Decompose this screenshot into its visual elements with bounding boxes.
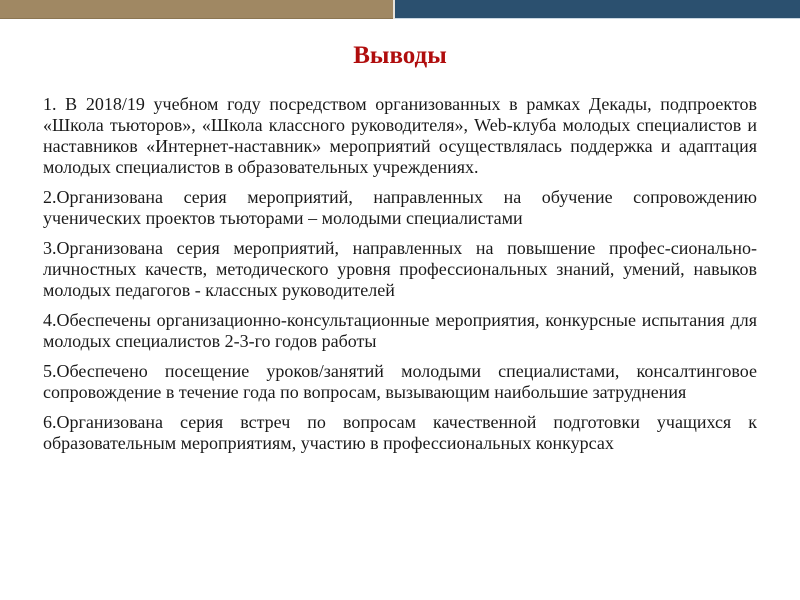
conclusions-list [43,94,757,463]
slide-title: Выводы [353,42,447,69]
conclusion-item-5: 5.Обеспечено посещение уроков/занятий молодыми специалистами, консалтинговое сопровождение в течение года по вопросам, вызывающим наибольшие затруднения [43,361,757,402]
header-decorative-bar [0,0,800,19]
conclusion-item-4: 4.Обеспечены организационно-консультационные мероприятия, конкурсные испытания для молодых специалистов 2-3-го годов работы [43,310,757,351]
conclusion-item-6: 6.Организована серия встреч по вопросам качественной подготовки учащихся к образовательным мероприятиям, участию в профессиональных конкурсах [43,412,757,453]
conclusion-item-2: 2.Организована серия мероприятий, направленных на обучение сопровождению ученических проектов тьюторами – молодыми специалистами [43,187,757,228]
header-bar-navy-segment [395,0,800,19]
conclusion-item-3: 3.Организована серия мероприятий, направленных на повышение профес-сионально-личностных качеств, методического уровня профессиональных знаний, умений, навыков молодых педагогов - классных руководителей [43,238,757,300]
header-bar-tan-segment [0,0,393,19]
conclusion-item-1: 1. В 2018/19 учебном году посредством организованных в рамках Декады, подпроектов «Школа тьюторов», «Школа классного руководителя», Web-клуба молодых специалистов и наставников «Интернет-наставник» мероприятий осуществлялась поддержка и адаптация молодых специалистов в образовательных учреждениях. [43,94,757,177]
